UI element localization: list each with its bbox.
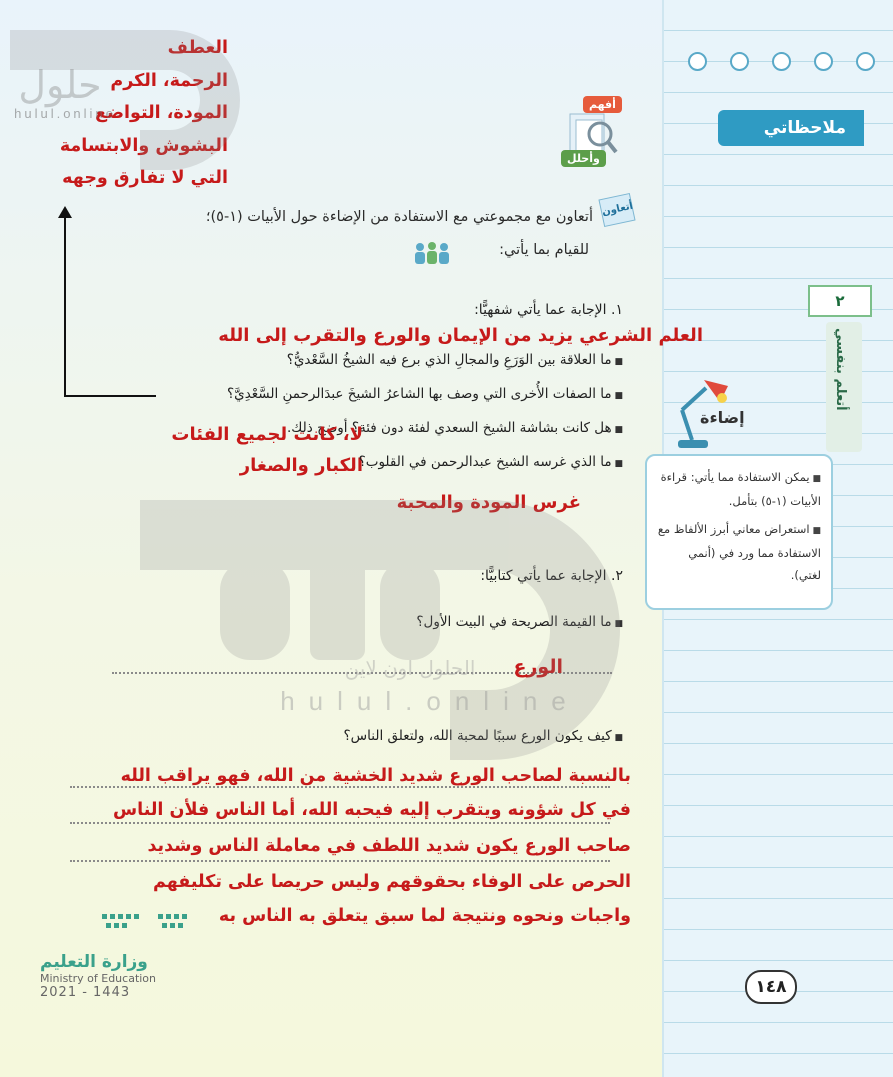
section1-heading: ١. الإجابة عما يأتي شفهيًّا: [474, 302, 623, 318]
answer-line: العطف [167, 38, 228, 58]
question-2-2: ■ كيف يكون الورع سببًا لمحبة الله، ولتعلق الناس؟ [344, 728, 624, 744]
ring-icon [730, 52, 749, 71]
watermark-arabic: الحلول اون لاين [344, 656, 476, 680]
answer-line: المودة، التواضع [95, 103, 228, 123]
ministry-ar: وزارة التعليم [40, 952, 148, 972]
question-1-1: ■ ما العلاقة بين الوَرَعِ والمجالِ الذي برع فيه الشيخُ السَّعْديُّ؟ [287, 352, 623, 368]
notes-title: ملاحظاتي [718, 110, 864, 146]
task-instruction-cont: للقيام بما يأتي: [499, 242, 589, 258]
watermark-latin-small: hulul.online [14, 106, 116, 121]
answer-line: البشوش والابتسامة [59, 135, 228, 156]
answer-dots [70, 786, 610, 788]
answer-2-2-line: في كل شؤونه ويتقرب إليه فيحبه الله، أما الناس فلأن الناس [112, 800, 631, 820]
self-learning-band [826, 322, 862, 452]
watermark-brand: حلول [18, 63, 102, 107]
ministry-en: Ministry of Education [40, 972, 157, 985]
edition-year: 2021 - 1443 [40, 985, 131, 1000]
question-1-3: ■ هل كانت بشاشة الشيخ السعدي لفئة دون فئة؟ أوضح ذلك. [287, 420, 623, 436]
answer-1-1: العلم الشرعي يزيد من الإيمان والورع والتقرب إلى الله [218, 325, 703, 346]
light-title: إضاءة [700, 408, 745, 427]
answer-2-2-line: واجبات ونحوه ونتيجة لما سبق يتعلق به الناس به [218, 906, 631, 926]
group-people-icon [412, 240, 452, 266]
analyze-tag: وأحلل [561, 150, 606, 167]
understand-tag: أفهم [583, 96, 622, 113]
task-instruction: أتعاون مع مجموعتي مع الاستفادة من الإضاءة حول الأبيات (١-٥)؛ [205, 209, 593, 225]
section2-heading: ٢. الإجابة عما يأتي كتابيًّا: [480, 568, 623, 584]
question-1-4: ■ ما الذي غرسه الشيخ عبدالرحمن في القلوب؟ [359, 454, 623, 470]
ring-icon [688, 52, 707, 71]
answer-2-1: الورع [513, 656, 563, 678]
light-item: ■ يمكن الاستفادة مما يأتي: قراءة الأبيات (١-٥) بتأمل. [655, 466, 821, 512]
answer-line: التي لا تفارق وجهه [62, 168, 228, 188]
arrow-line [64, 395, 156, 397]
binder-rings [688, 52, 888, 72]
answer-line: الرحمة، الكرم [110, 70, 228, 91]
answer-2-2-line: الحرص على الوفاء بحقوقهم وليس حريصا على تكليفهم [153, 872, 631, 892]
answer-1-3a: لا، كانت لجميع الفئات [171, 424, 363, 445]
light-info-box [645, 454, 833, 610]
question-2-1: ■ ما القيمة الصريحة في البيت الأول؟ [416, 614, 623, 630]
arrow-line [64, 214, 66, 397]
watermark-latin: hulul.online [280, 686, 580, 716]
answer-dots [70, 860, 610, 862]
answer-dots [70, 822, 610, 824]
section-number-box: ٢ [808, 285, 872, 317]
answers-q2 [28, 32, 228, 195]
ring-icon [772, 52, 791, 71]
answer-2-2-line: بالنسبة لصاحب الورع شديد الخشية من الله، فهو يراقب الله [120, 766, 631, 786]
ministry-label [40, 952, 170, 1000]
answer-2-2-line: صاحب الورع يكون شديد اللطف في معاملة الناس وشديد [147, 836, 631, 856]
answer-1-4: غرس المودة والمحبة [396, 492, 581, 513]
answer-1-3b: الكبار والصغار [239, 455, 363, 476]
cooperate-icon: أتعاون [598, 193, 635, 227]
light-item: ■ استعراض معاني أبرز الألفاظ مع الاستفادة مما ورد في (أنمي لغتي). [655, 518, 821, 586]
moe-logo-icon [98, 908, 203, 938]
page-number: ١٤٨ [745, 970, 797, 1004]
question-1-2: ■ ما الصفات الأُخرى التي وصف بها الشاعرُ الشيخَ عبدَالرحمنِ السَّعْدِيَّ؟ [227, 386, 623, 402]
self-learning-label: أتعلم بنفسي [833, 328, 848, 411]
ring-icon [856, 52, 875, 71]
ring-icon [814, 52, 833, 71]
